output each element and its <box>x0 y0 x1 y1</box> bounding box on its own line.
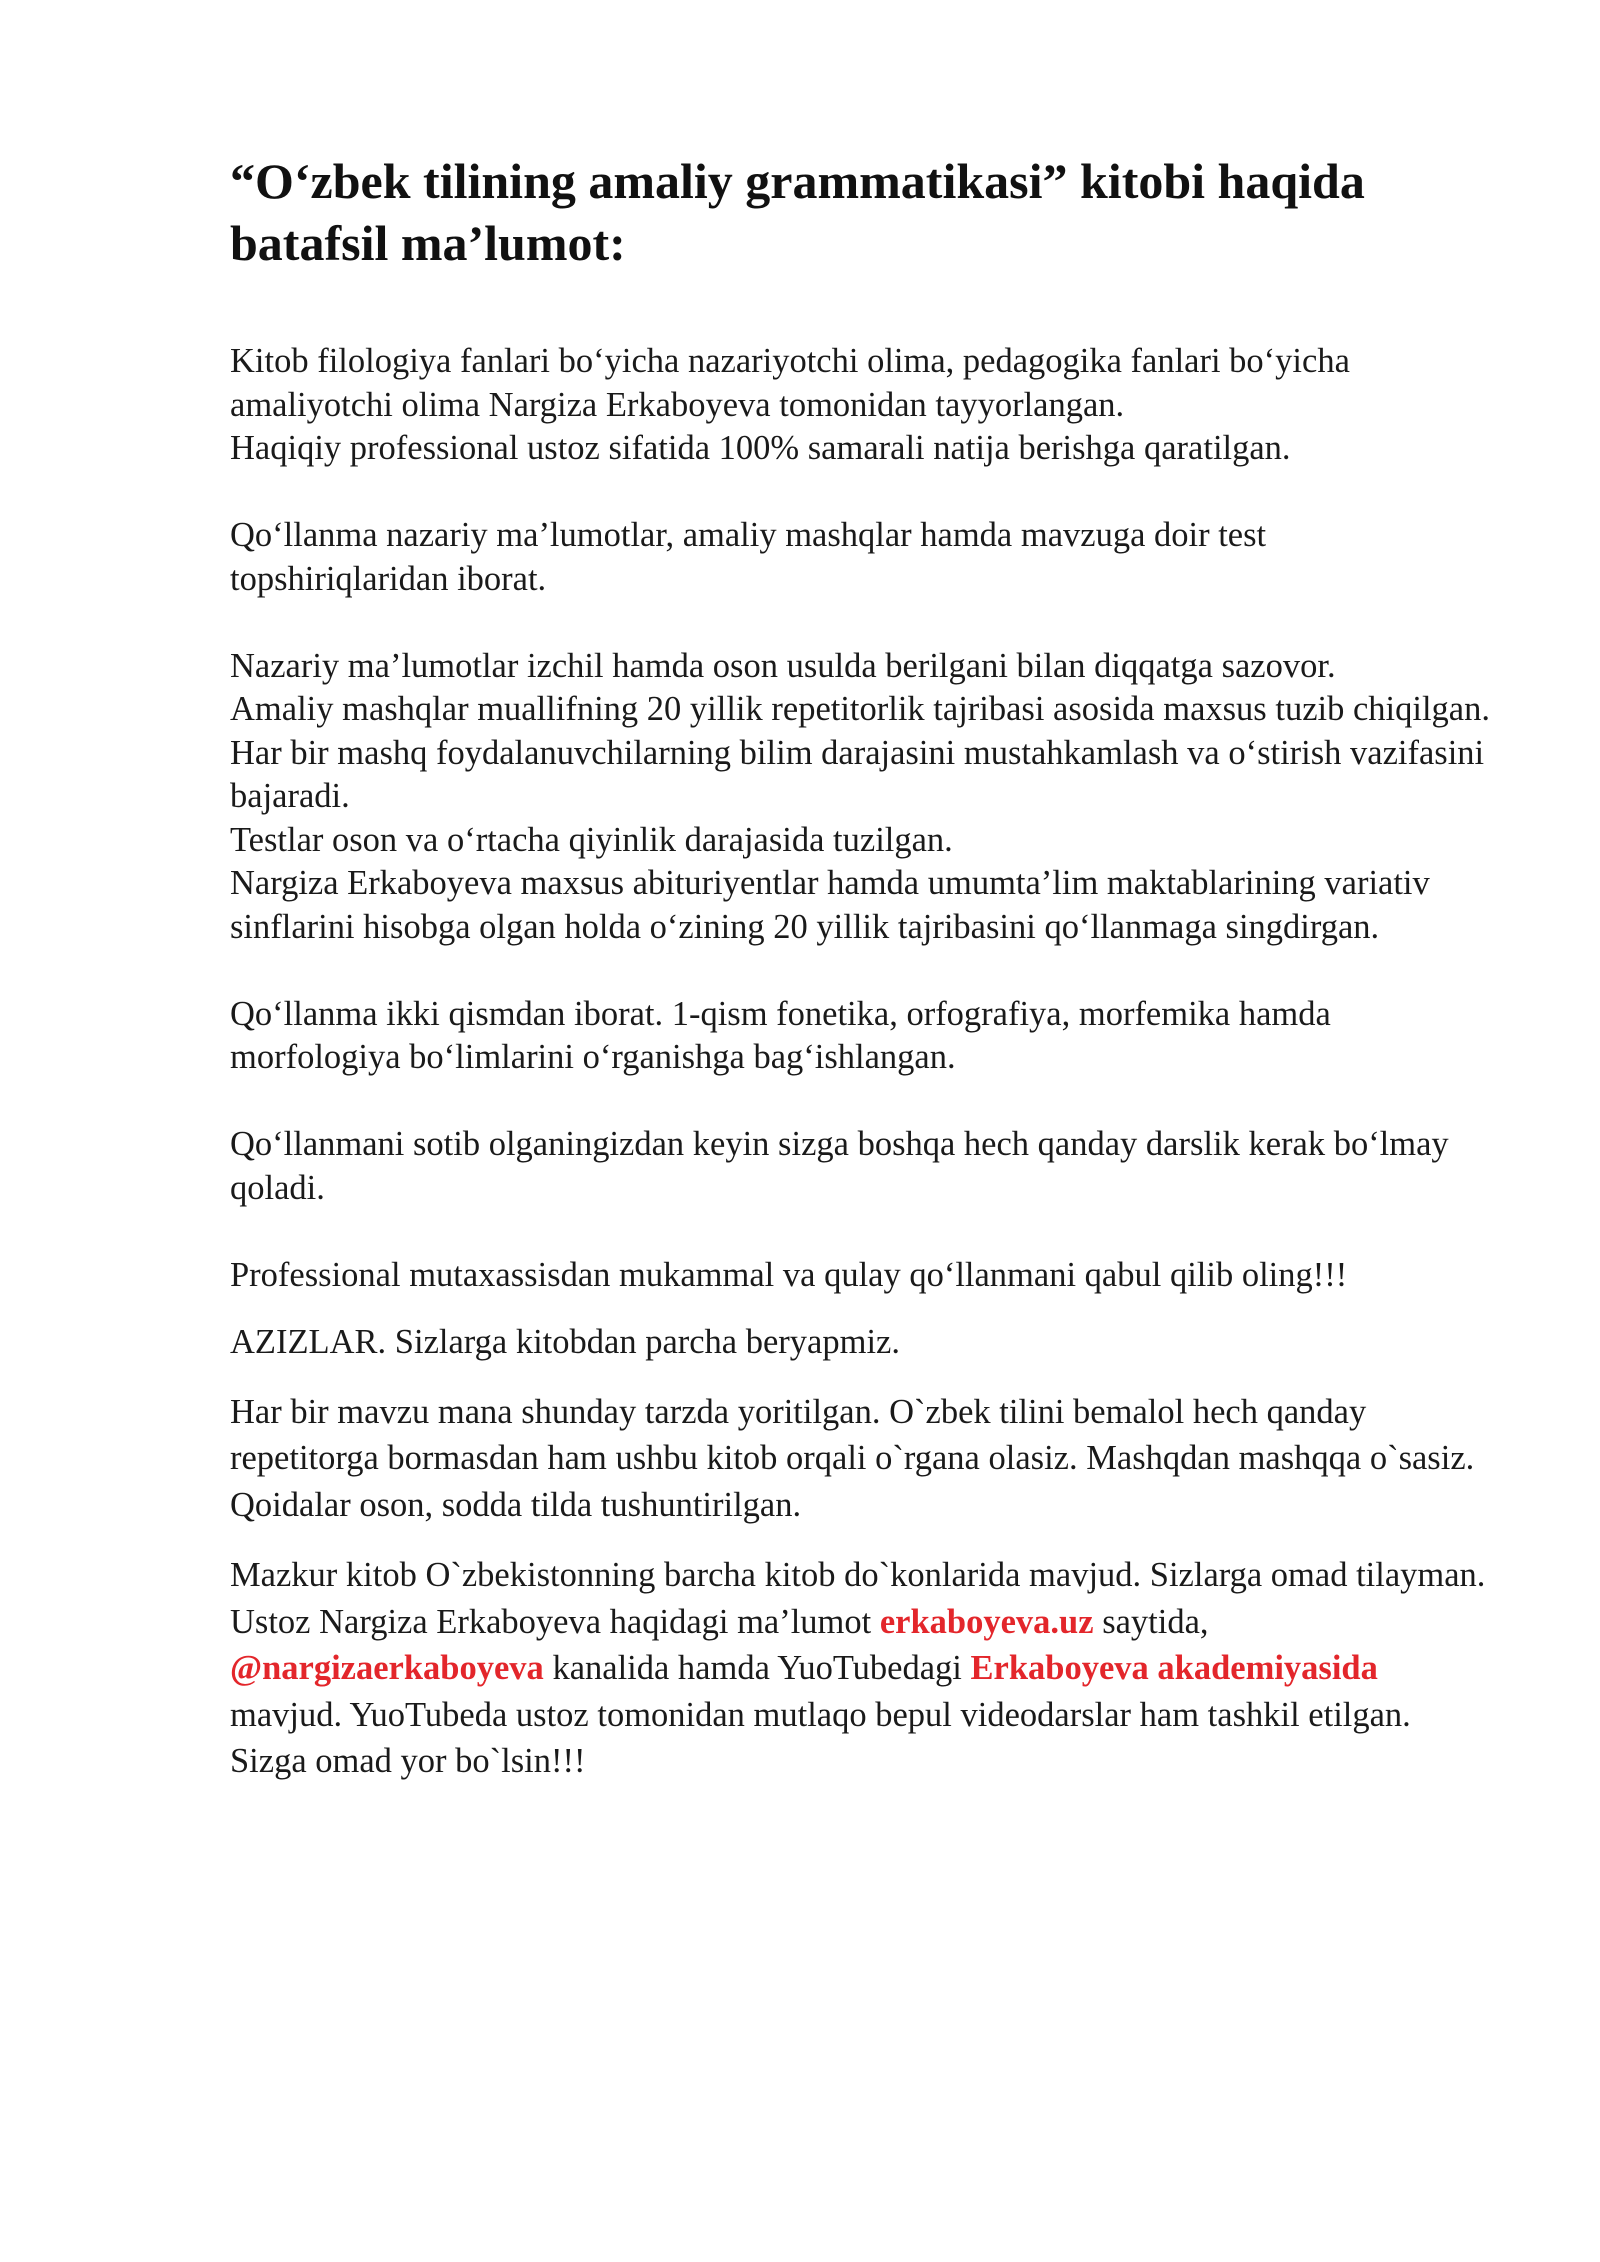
website-link[interactable]: erkaboyeva.uz <box>879 1602 1094 1641</box>
author-experience-paragraph: Nargiza Erkaboyeva maxsus abituriyentlar hamda umumta’lim maktablarining variativ sinflarini hisobga olgan holda o‘zining 20 yillik tajribasini qo‘llanmaga singdirgan. <box>230 864 1430 946</box>
structure-paragraph: Qo‘llanma nazariy ma’lumotlar, amaliy mashqlar hamda mavzuga doir test topshiriqlaridan iborat. <box>230 516 1267 598</box>
availability-text-3: kanalida hamda YuoTubedagi <box>543 1649 971 1687</box>
exercises-paragraph: Amaliy mashqlar muallifning 20 yillik repetitorlik tajribasi asosida maxsus tuzib chiqilgan. Har bir mashq foydalanuvchilarning bilim darajasini mustahkamlash va o‘stirish vazifasini bajaradi. <box>230 690 1490 815</box>
excerpt-paragraph: AZIZLAR. Sizlarga kitobdan parcha beryapmiz. <box>230 1323 900 1361</box>
purchase-paragraph: Qo‘llanmani sotib olganingizdan keyin sizga boshqa hech qanday darslik kerak bo‘lmay qoladi. <box>230 1125 1449 1207</box>
tests-paragraph: Testlar oson va o‘rtacha qiyinlik darajasida tuzilgan. <box>230 820 953 859</box>
telegram-channel-link[interactable]: @nargizaerkaboyeva <box>230 1649 544 1687</box>
document-page <box>230 150 1490 1785</box>
availability-text-1: Mazkur kitob O`zbekistonning barcha kitob do`konlarida mavjud. Sizlarga omad tilayman. Ustoz Nargiza Erkaboyeva haqidagi ma’lumot <box>230 1556 1486 1641</box>
document-title: “O‘zbek tilining amaliy grammatikasi” kitobi haqida batafsil ma’lumot: <box>230 153 1365 271</box>
description-paragraph: Har bir mavzu mana shunday tarzda yoritilgan. O`zbek tilini bemalol hech qanday repetitorga bormasdan ham ushbu kitob orqali o`rgana olasiz. Mashqdan mashqqa o`sasiz. Qoidalar oson, sodda tilda tushuntirilgan. <box>230 1392 1475 1524</box>
availability-text-2: saytida, <box>1093 1602 1209 1641</box>
availability-text-4: mavjud. YuoTubeda ustoz tomonidan mutlaqo bepul videodarslar ham tashkil etilgan. Sizga omad yor bo`lsin!!! <box>230 1695 1411 1780</box>
theory-paragraph: Nazariy ma’lumotlar izchil hamda oson usulda berilgani bilan diqqatga sazovor. <box>230 646 1336 685</box>
call-to-action-paragraph: Professional mutaxassisdan mukammal va qulay qo‘llanmani qabul qilib oling!!! <box>230 1255 1348 1294</box>
intro-paragraph: Kitob filologiya fanlari bo‘yicha nazariyotchi olima, pedagogika fanlari bo‘yicha amaliyotchi olima Nargiza Erkaboyeva tomonidan tayyorlangan. <box>230 342 1350 424</box>
youtube-channel-link[interactable]: Erkaboyeva akademiyasida <box>970 1649 1378 1687</box>
intro-goal-paragraph: Haqiqiy professional ustoz sifatida 100% samarali natija berishga qaratilgan. <box>230 429 1291 467</box>
parts-paragraph: Qo‘llanma ikki qismdan iborat. 1-qism fonetika, orfografiya, morfemika hamda morfologiya bo‘limlarini o‘rganishga bag‘ishlangan. <box>230 994 1331 1076</box>
availability-paragraph <box>230 1552 1490 1785</box>
